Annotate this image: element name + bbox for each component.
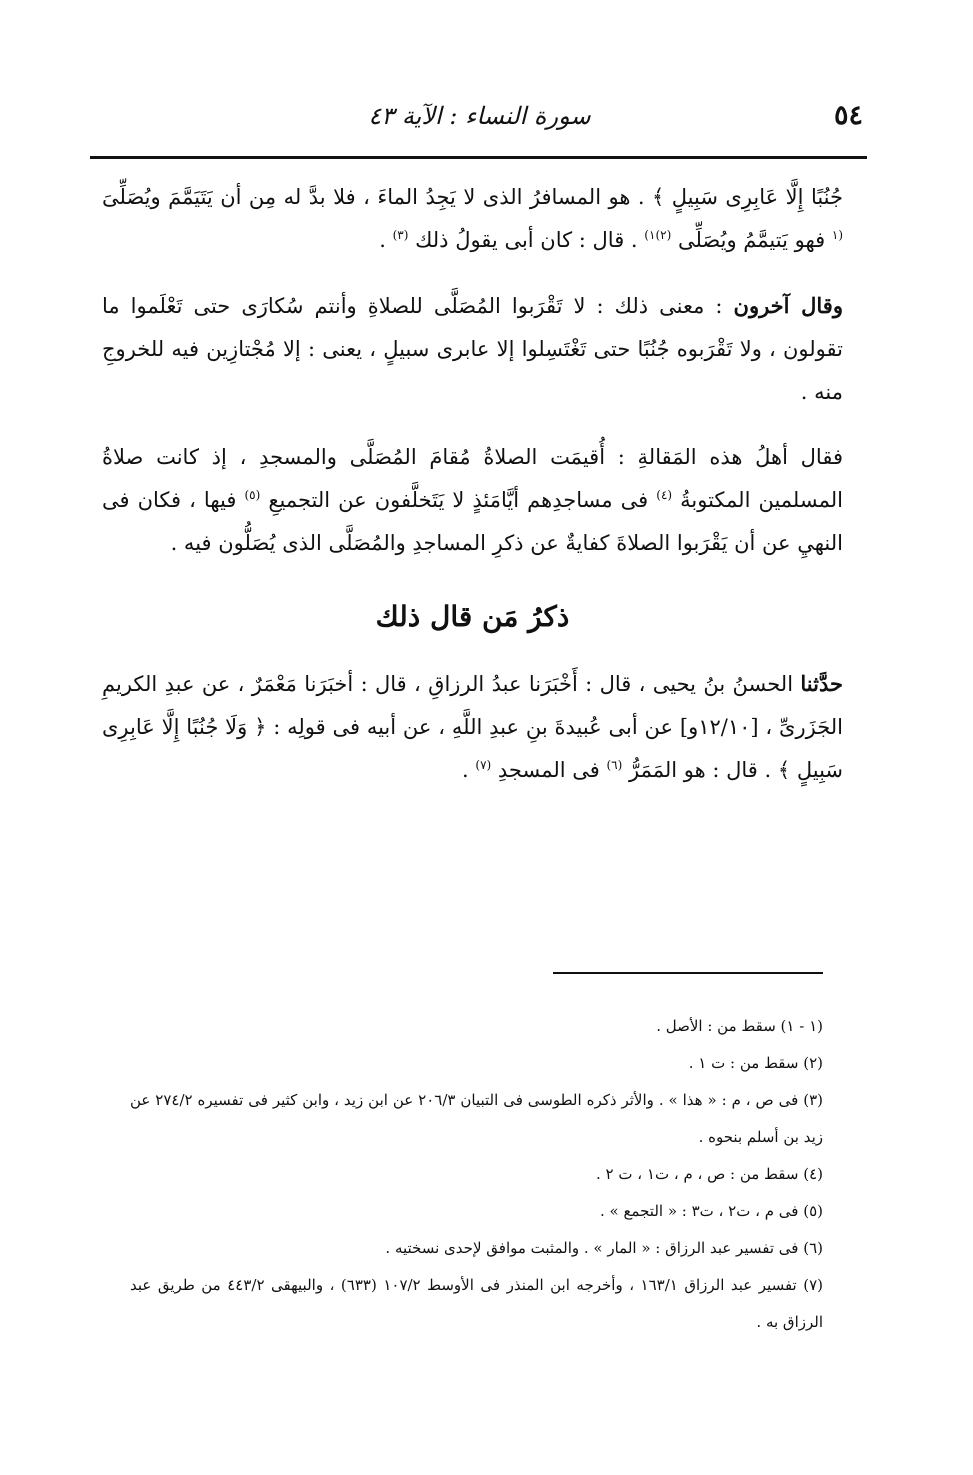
p3-c: فيها ، فكان فى النهيِ عن أن يَقْرَبوا الصلاةَ كفايةٌ عن ذكرِ المساجدِ والمُصَلَّى الذى يُصَلُّون فيه . [102,488,843,555]
p1-line2a: ويُصَلِّىَ [102,185,161,209]
footnote-5: (٥) فى م ، ت٢ ، ت٣ : « التجمع » . [599,1202,823,1220]
footnote-7: (٧) تفسير عبد الرزاق ١٦٣/١ ، وأخرجه ابن المنذر فى الأوسط ١٠٧/٢ (٦٣٣) ، والبيهقى ٤٤٣/٢ من طريق عبد الرزاق به . [130,1276,823,1331]
paragraph-4 [102,662,843,792]
p1-line1: جُنُبًا إِلَّا عَابِرِى سَبِيلٍ ﴾ . هو المسافرُ الذى لا يَجِدُ الماءَ ، فلا بدَّ له مِن أن يَتَيَمَّمَ [168,185,843,209]
p3-b: فى مساجدِهم أيَّامَئذٍ لا يَتَخلَّفون عن التجميعِ [268,488,649,512]
running-header [96,100,863,144]
paragraph-1 [102,176,843,262]
p4-lead: حدَّثنا [800,671,843,696]
footnote-ref-4: (٤) [656,488,673,502]
p1-line2b: فهو يَتيمَّمُ ويُصَلِّى [677,228,826,252]
footnote-1: (١ - ١) سقط من : الأصل . [656,1017,823,1035]
p3-a: فقال أهلُ هذه المَقالةِ : أُقيمَت الصلاةُ مُقامَ المُصَلَّى والمسجدِ ، إذ كانت صلاةُ المسلمين المكتوبةُ [102,445,843,512]
p2-lead: وقال آخرون [733,293,843,318]
p1-end: . [379,228,386,252]
p1-line2c: . قال : كان أبى يقولُ ذلك [415,228,638,252]
footnote-divider [553,972,823,974]
p4-b: فى المسجدِ [497,758,600,782]
footnote-ref-6: (٦) [606,758,623,772]
footnote-4: (٤) سقط من : ص ، م ، ت١ ، ت ٢ . [596,1165,823,1183]
header-divider [90,156,867,159]
paragraph-3 [102,436,843,565]
footnote-ref-5: (٥) [244,488,261,502]
footnote-ref-3: (٣) [392,228,409,242]
footnote-2: (٢) سقط من : ت ١ . [688,1054,823,1072]
p4-a: الحسنُ بنُ يحيى ، قال : أَخْبَرَنا عبدُ الرزاقِ ، قال : أخبَرَنا مَعْمَرٌ ، عن عبدِ الكريمِ الجَزَرىِّ ، [١٢/١٠و] عن أبى عُبيدةَ بنِ عبدِ اللَّهِ ، عن أبيه فى قولِه : ﴿ وَلَا جُنُبًا إِلَّا عَابِرِى سَبِيلٍ ﴾ . قال : هو المَمَرُّ [102,672,843,782]
footnote-3: (٣) فى ص ، م : « هذا » . والأثر ذكره الطوسى فى التبيان ٢٠٦/٣ عن ابن زيد ، وابن كثير فى تفسيره ٢٧٤/٢ عن زيد بن أسلم بنحوه . [130,1091,823,1146]
section-heading: ذكرُ مَن قال ذلك [375,600,570,633]
footnote-6: (٦) فى تفسير عبد الرزاق : « المار » . والمثبت موافق لإحدى نسختيه . [385,1239,823,1257]
footnotes [130,1008,823,1341]
footnote-ref-1: (١ [831,228,843,242]
p4-end: . [462,758,469,782]
page-number: ٥٤ [833,100,863,131]
header-title: سورة النساء : الآية ٤٣ [368,102,591,130]
paragraph-2 [102,284,843,414]
footnote-ref-2: (٢)١) [644,228,672,242]
main-text [102,176,843,814]
p2-text: : معنى ذلك : لا تَقْرَبوا المُصَلَّى للصلاةِ وأنتم سُكارَى حتى تَعْلَموا ما تقولون ، ولا تَقْرَبوه جُنُبًا حتى تَغْتَسِلوا إلا عابرى سبيلٍ ، يعنى : إلا مُجْتازِين فيه للخروجِ منه . [102,294,843,404]
footnote-ref-7: (٧) [475,758,492,772]
